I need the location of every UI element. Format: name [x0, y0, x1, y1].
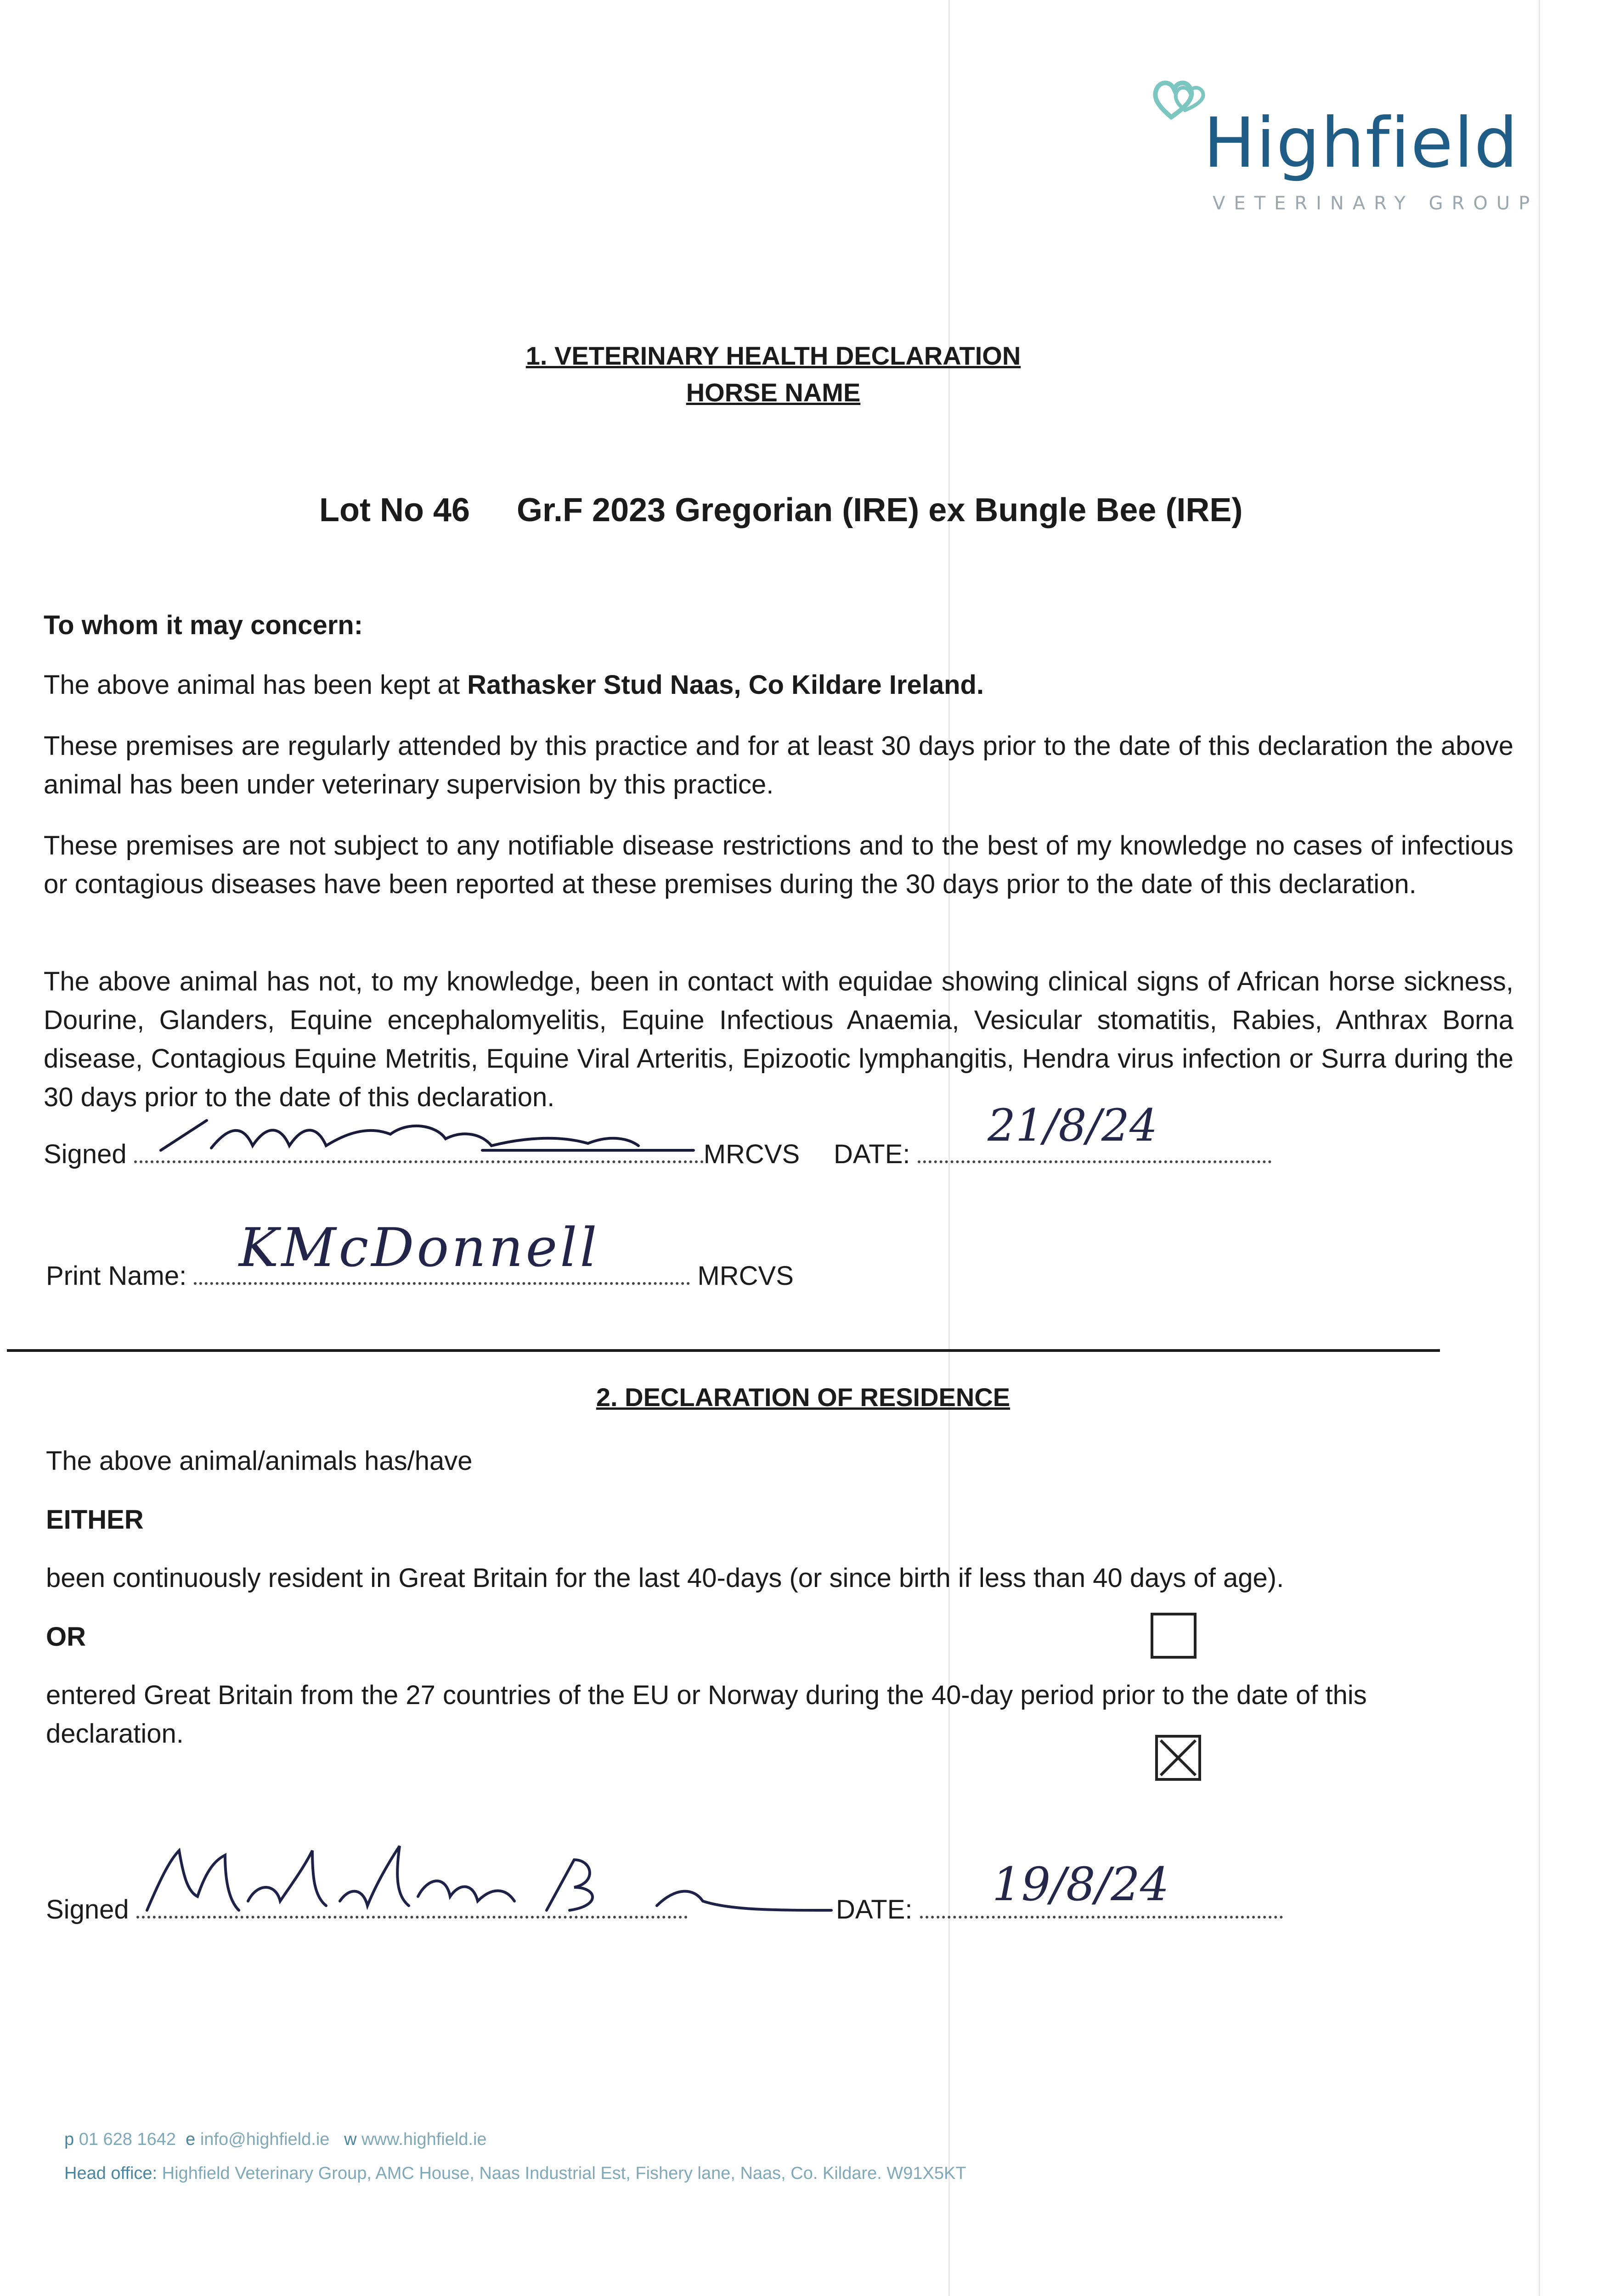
print-name-label: Print Name: [46, 1261, 187, 1291]
date-handwritten: 21/8/24 [988, 1100, 1158, 1151]
date-label: DATE: [834, 1139, 910, 1169]
head-office-address: Highfield Veterinary Group, AMC House, Naas Industrial Est, Fishery lane, Naas, Co. Kildare. W91X5KT [162, 2164, 966, 2183]
web-link[interactable]: www.highfield.ie [361, 2130, 487, 2149]
signed-label-2: Signed [46, 1895, 129, 1925]
kept-prefix: The above animal has been kept at [44, 670, 468, 700]
residence-option2: entered Great Britain from the 27 countries of the EU or Norway during the 40-day period prior to the date of this declaration. [46, 1680, 1367, 1749]
vet-signature [152, 1107, 721, 1162]
horse-name-heading: HORSE NAME [686, 378, 861, 407]
signed-label: Signed [44, 1139, 127, 1169]
email-label: e [186, 2130, 196, 2149]
logo-wordmark: Highfield [1203, 103, 1519, 183]
salutation: To whom it may concern: [44, 610, 363, 640]
logo-tagline: VETERINARY GROUP [1213, 193, 1539, 214]
restrictions-paragraph: These premises are not subject to any notifiable disease restrictions and to the best of my knowledge no cases of infectious or contagious diseases have been reported at these premises during the 30 days prior to the date of this declaration. [44, 831, 1513, 899]
section-divider [7, 1349, 1440, 1352]
heart-logo-icon [1153, 73, 1208, 124]
head-office-label: Head office: [64, 2164, 158, 2183]
date-handwritten-2: 19/8/24 [992, 1857, 1169, 1911]
horse-description: Gr.F 2023 Gregorian (IRE) ex Bungle Bee (IRE) [517, 492, 1243, 529]
phone-label: p [64, 2130, 74, 2149]
footer-address [64, 2164, 966, 2183]
print-mrcvs-label: MRCVS [697, 1261, 794, 1291]
residence-intro: The above animal/animals has/have [46, 1446, 473, 1476]
printed-name-handwritten: KMcDonnell [239, 1217, 600, 1279]
section1-title: 1. VETERINARY HEALTH DECLARATION [525, 341, 1021, 370]
mrcvs-label: MRCVS [703, 1139, 800, 1169]
option2-checkbox[interactable] [1155, 1735, 1201, 1781]
web-label: w [344, 2130, 357, 2149]
date-label-2: DATE: [836, 1895, 913, 1925]
supervision-paragraph: These premises are regularly attended by this practice and for at least 30 days prior to the date of this declaration the above animal has been under veterinary supervision by this practice. [44, 731, 1513, 799]
phone-number: 01 628 1642 [79, 2130, 176, 2149]
contact-paragraph: The above animal has not, to my knowledge, been in contact with equidae showing clinical signs of African horse sickness, Dourine, Glanders, Equine encephalomyelitis, Equine Infectious Anaemia, Vesicular stomatitis, Rabies, Anthrax Borna disease, Contagious Equine Metritis, Equine Viral Arteritis, Epizootic lymphangitis, Hendra virus infection or Surra during the 30 days prior to the date of this declaration. [44, 967, 1513, 1112]
either-label: EITHER [46, 1505, 144, 1535]
or-label: OR [46, 1622, 86, 1652]
footer-contact [64, 2130, 487, 2150]
email-link[interactable]: info@highfield.ie [200, 2130, 330, 2149]
kept-location: Rathasker Stud Naas, Co Kildare Ireland. [467, 670, 984, 700]
checkbox-x-icon [1158, 1738, 1198, 1778]
kept-statement [44, 666, 1513, 704]
residence-option1: been continuously resident in Great Britain for the last 40-days (or since birth if less than 40 days of age). [46, 1563, 1284, 1593]
option1-checkbox[interactable] [1151, 1613, 1197, 1659]
section2-title: 2. DECLARATION OF RESIDENCE [596, 1383, 1010, 1412]
owner-signature [133, 1841, 850, 1919]
lot-number: Lot No 46 [319, 492, 470, 529]
